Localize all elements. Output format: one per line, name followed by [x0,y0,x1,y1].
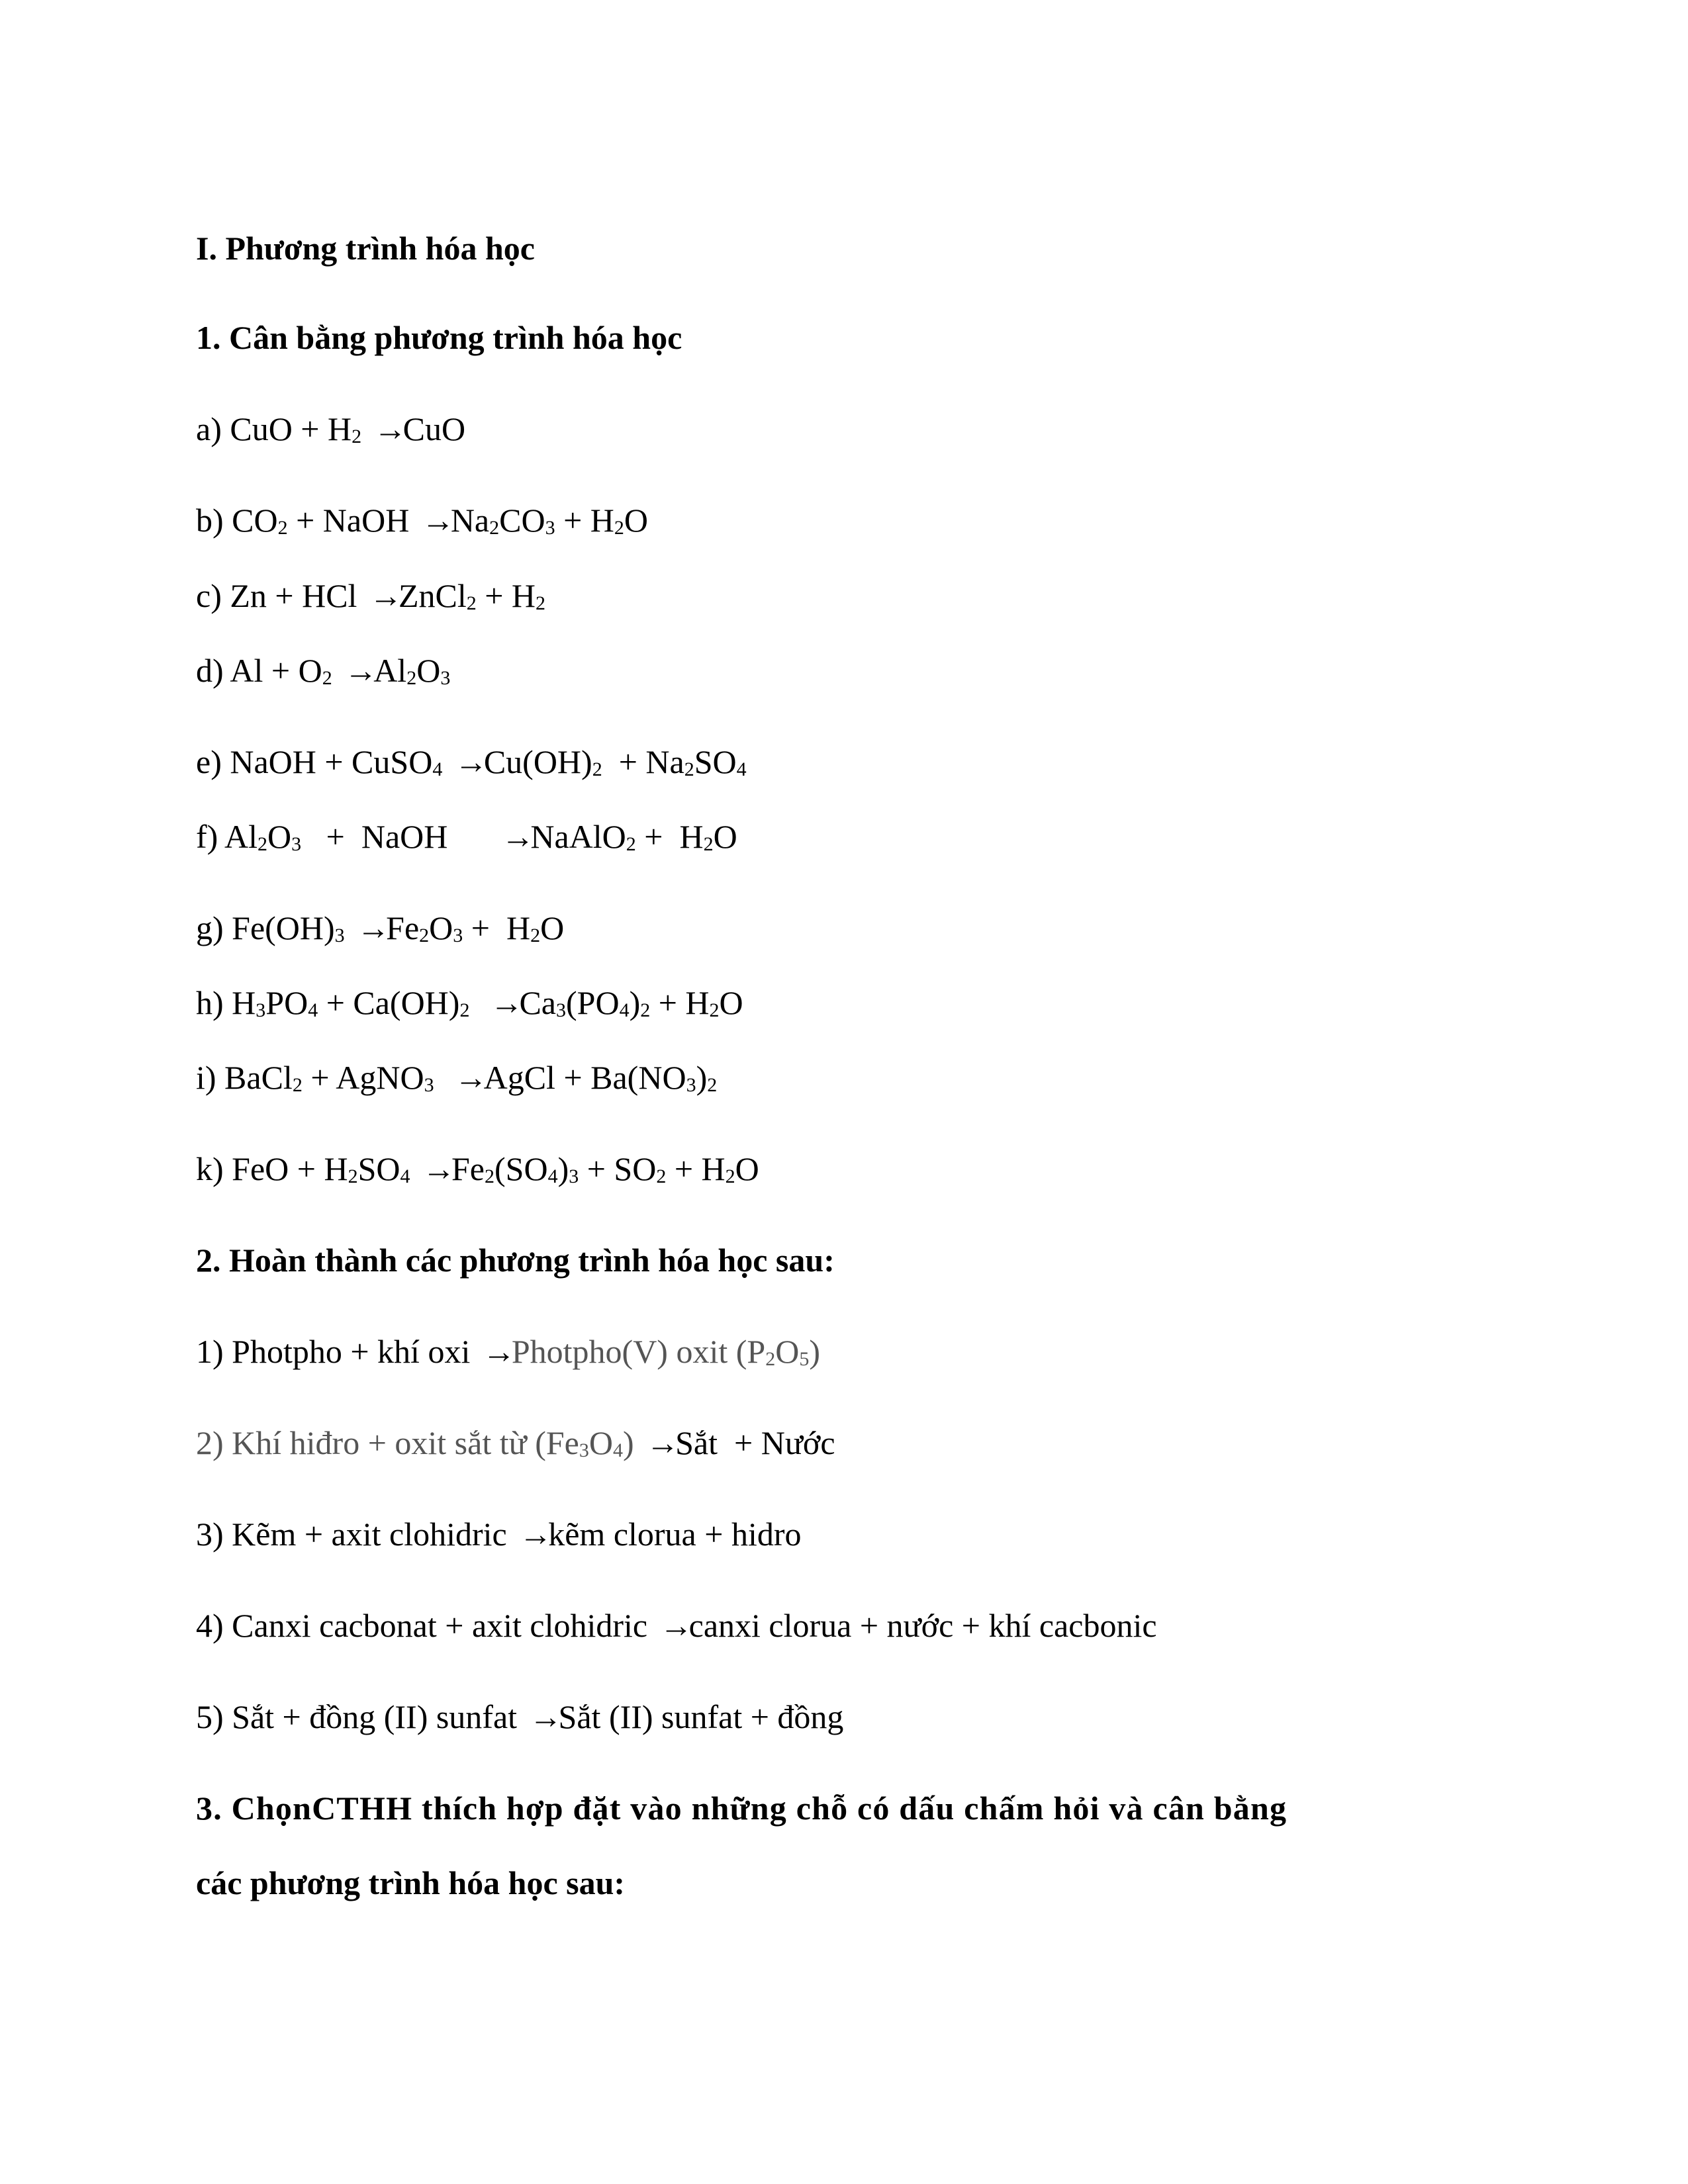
equation-a: a) CuO + $H_2 \to CuO$ [196,410,466,447]
equation-e: e) NaOH + CuSO$_4$ $\to Cu(OH)_2 + Na_2SO_4$ [196,743,747,780]
word-equation-1: 1) Photpho + khí oxi →Photpho(V) oxit $(P_2O_5)$ [196,1333,820,1370]
reaction-arrow-icon: → [646,1424,680,1461]
reaction-arrow-icon: → [519,1516,553,1553]
equation-b: b) $CO_2$ + NaOH $\to Na_2CO_3 + H_2O$ [196,502,649,539]
reaction-arrow-icon: → [454,743,488,780]
section-2-title: 2. Hoàn thành các phương trình hóa học sau: [196,1242,835,1279]
equation-h: h) $H_3PO_4 + Ca(OH)_2 \to Ca_3(PO_4)_2 + H_2O$ [196,984,743,1021]
word-equation-4: 4) Canxi cacbonat + axit clohidric →canxi clorua + nước + khí cacbonic [196,1607,1157,1644]
section-1-title: 1. Cân bằng phương trình hóa học [196,319,682,356]
reaction-arrow-icon: → [344,652,378,689]
equation-f: f) $Al_2O_3$ + NaOH →NaAlO$_2$ + $H_2O$ [196,818,737,855]
reaction-arrow-icon: → [369,577,402,614]
reaction-arrow-icon: → [482,1333,516,1370]
reaction-arrow-icon: → [357,909,391,946]
reaction-arrow-icon: → [529,1698,563,1735]
word-equation-3: 3) Kẽm + axit clohidric →kẽm clorua + hidro [196,1516,802,1553]
reaction-arrow-icon: → [422,1150,455,1187]
equation-g: g) $Fe(OH)_3 \to Fe_2O_3 + H_2O$ [196,909,565,946]
reaction-arrow-icon: → [659,1607,693,1644]
equation-k: k) FeO + $H_2SO_4 \to Fe_2(SO_4)_3 + SO_2 + H_2O$ [196,1150,759,1187]
equation-i: i) BaCl$_2$ + AgNO$_3$ →AgCl + $Ba(NO_3)_2$ [196,1059,718,1096]
equation-c: c) Zn + HCl →ZnCl$_2$ + $H_2$ [196,577,546,614]
reaction-arrow-icon: → [490,984,524,1021]
word-equation-5: 5) Sắt + đồng (II) sunfat →Sắt (II) sunfat + đồng [196,1698,844,1735]
reaction-arrow-icon: → [454,1059,488,1096]
word-equation-2: 2) Khí hiđro + oxit sắt từ $(Fe_3O_4)$ →Sắt + Nước [196,1424,835,1461]
section-heading: I. Phương trình hóa học [196,230,535,267]
section-3-title-continued: các phương trình hóa học sau: [196,1864,626,1901]
equation-d: d) $Al + O_2 \to Al_2O_3$ [196,652,451,689]
section-3-title: 3. ChọnCTHH thích hợp đặt vào những chỗ có dấu chấm hỏi và cân bằng [196,1790,1288,1827]
reaction-arrow-icon: → [421,502,455,539]
reaction-arrow-icon: → [501,818,535,855]
reaction-arrow-icon: → [373,410,407,447]
